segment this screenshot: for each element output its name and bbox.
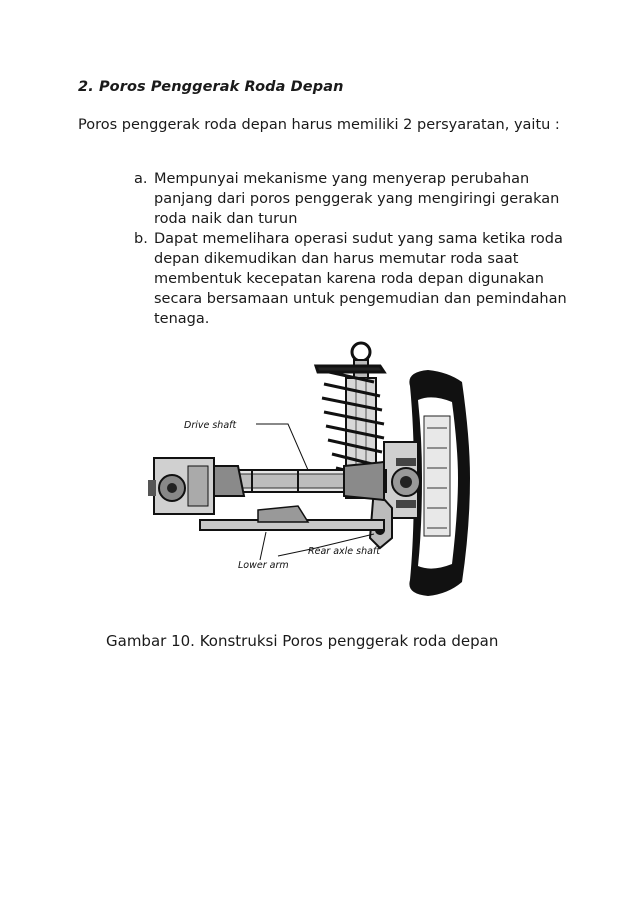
intro-paragraph: Poros penggerak roda depan harus memiliki 2 persyaratan, yaitu : xyxy=(78,117,560,133)
drive-shaft-label: Drive shaft xyxy=(184,420,237,431)
list-marker: b. xyxy=(134,231,148,247)
drive-shaft-shape xyxy=(208,462,386,500)
lower-arm-label: Lower arm xyxy=(238,560,289,571)
drive-shaft-figure xyxy=(148,338,488,616)
requirements-list xyxy=(134,169,574,329)
figure-caption: Gambar 10. Konstruksi Poros penggerak roda depan xyxy=(106,632,499,650)
lower-arm-shape xyxy=(200,506,384,530)
list-item-text: Dapat memelihara operasi sudut yang sama ketika roda depan dikemudikan dan harus memutar roda saat membentuk kecepatan karena roda depan digunakan secara bersamaan untuk pengemudian dan pemindahan tenaga. xyxy=(154,231,567,327)
rear-axle-shaft-label: Rear axle shaft xyxy=(308,546,381,557)
list-item-text: Mempunyai mekanisme yang menyerap perubahan panjang dari poros penggerak yang mengiringi gerakan roda naik dan turun xyxy=(154,171,560,227)
transaxle-housing-shape xyxy=(148,458,214,514)
section-heading: 2. Poros Penggerak Roda Depan xyxy=(78,79,344,95)
list-marker: a. xyxy=(134,171,148,187)
list-item xyxy=(134,229,574,329)
front-drive-shaft-illustration xyxy=(148,338,488,616)
list-item xyxy=(134,169,574,229)
